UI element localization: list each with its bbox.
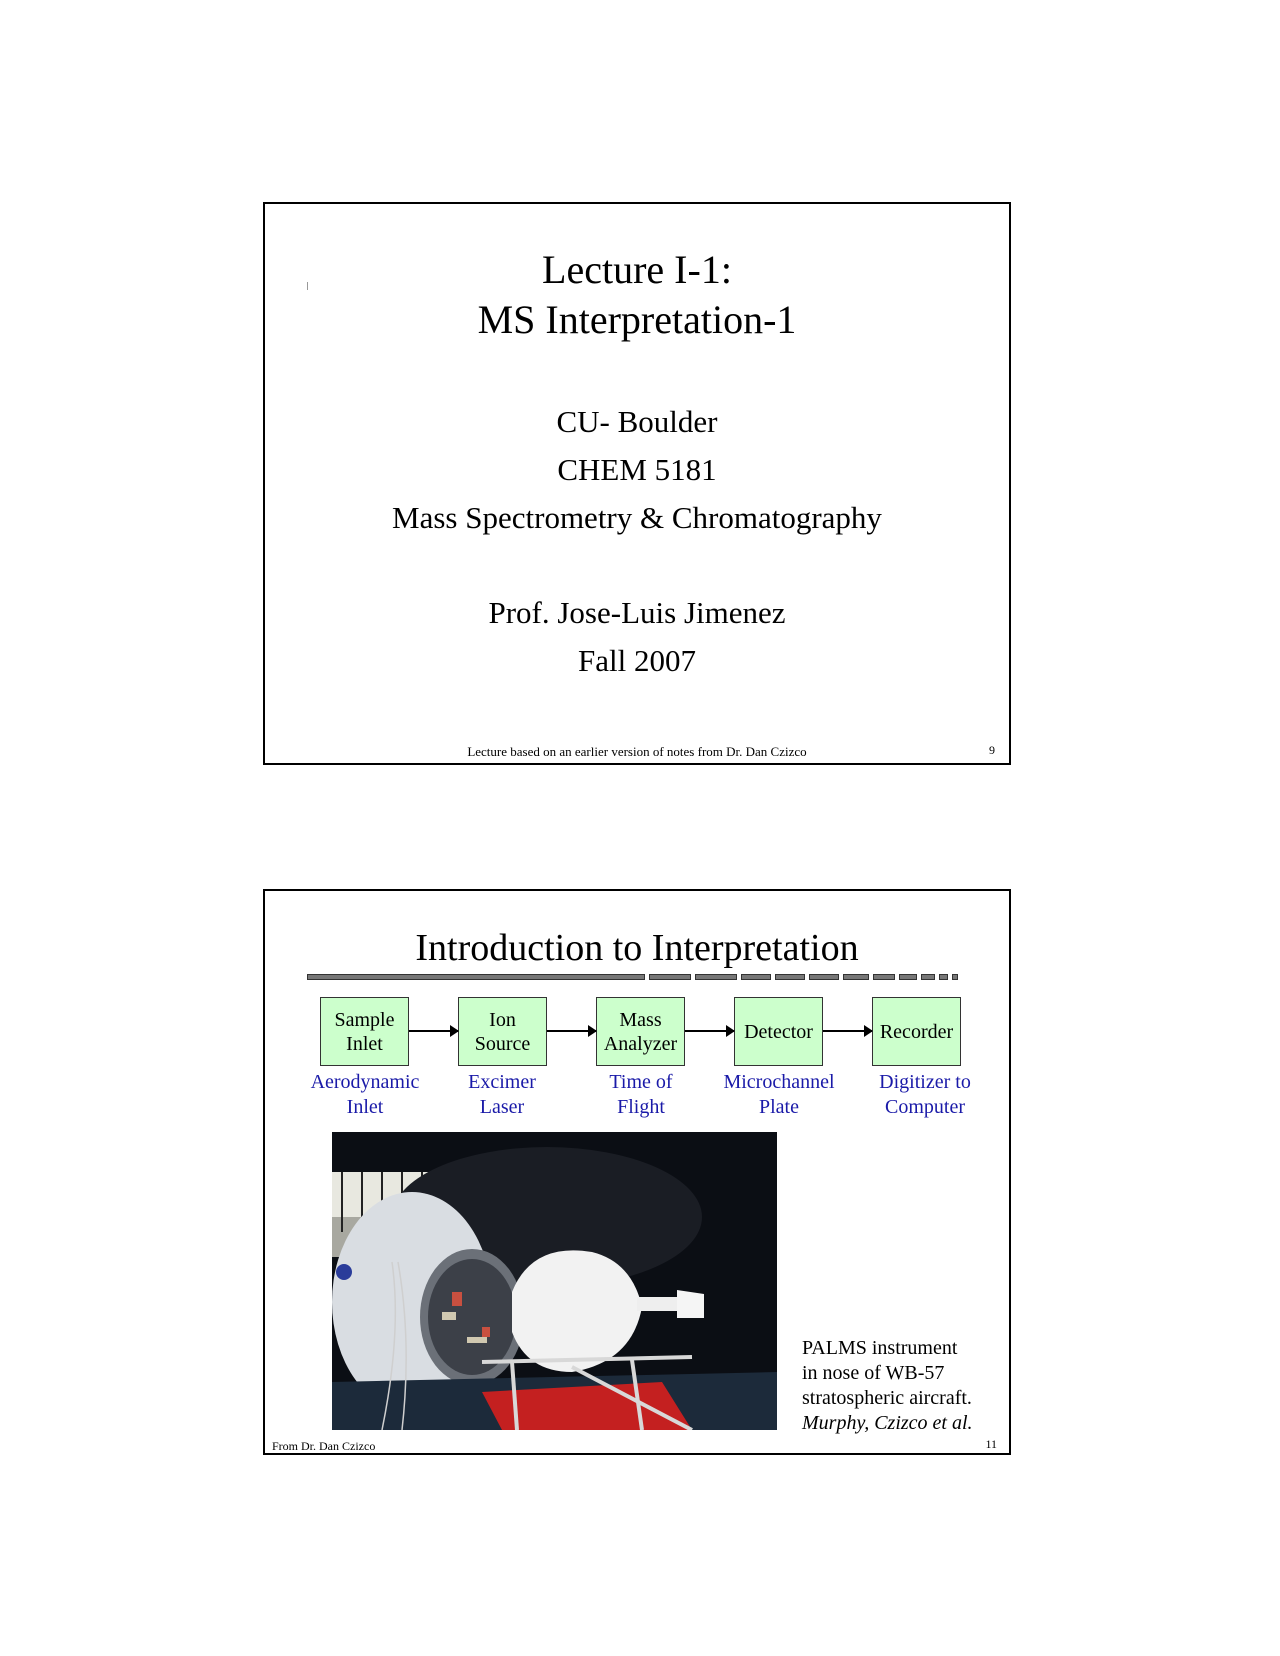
sublabel-line: Time of [609,1071,673,1093]
term: Fall 2007 [578,643,696,678]
sublabel-line: Flight [617,1096,665,1118]
sublabel-line: Laser [479,1096,525,1118]
caption-line: PALMS instrument [802,1337,958,1359]
sublabel-line: Digitizer to [879,1071,971,1093]
sublabel-line: Microchannel [723,1071,835,1093]
page-number: 9 [989,743,995,757]
slide-introduction [263,889,1011,1455]
block-label-line: Recorder [879,1020,954,1043]
sublabel-line: Excimer [468,1071,536,1093]
course-name: Mass Spectrometry & Chromatography [392,500,882,535]
lecture-title-line-1: Lecture I-1: [542,247,732,292]
block-label-line: Detector [744,1020,813,1043]
flow-arrow [823,1030,872,1032]
caption-citation: Murphy, Czizco et al. [802,1412,973,1434]
sublabel-line: Plate [759,1096,799,1118]
photo-illustration [332,1132,777,1430]
sublabel-aerodynamic-inlet [300,1070,430,1120]
block-mass-analyzer [596,997,685,1066]
block-recorder [872,997,961,1066]
institution: CU- Boulder [556,404,718,439]
flow-arrow [685,1030,734,1032]
sublabel-line: Inlet [346,1096,384,1118]
caption-line: in nose of WB-57 [802,1362,945,1384]
block-label-line: Ion [489,1008,516,1031]
flow-arrow [409,1030,458,1032]
professor-name: Prof. Jose-Luis Jimenez [488,595,786,630]
sublabel-line: Computer [885,1096,965,1118]
block-label-line: Source [474,1032,531,1055]
block-label-line: Inlet [346,1032,383,1055]
block-label-line: Mass [619,1008,662,1031]
block-detector [734,997,823,1066]
slide-lecture-title [263,202,1011,765]
block-ion-source [458,997,547,1066]
course-code: CHEM 5181 [557,452,717,487]
caption-line: stratospheric aircraft. [802,1387,972,1409]
sublabel-time-of-flight [576,1070,706,1120]
source-note: From Dr. Dan Czizco [272,1439,376,1453]
flow-arrow [547,1030,596,1032]
photo-caption [802,1336,973,1436]
sublabel-line: Aerodynamic [310,1071,420,1093]
footnote: Lecture based on an earlier version of notes from Dr. Dan Czizco [467,744,807,759]
sublabel-microchannel-plate [714,1070,844,1120]
slide-title: Introduction to Interpretation [415,927,859,969]
title-underline-rule [307,973,958,981]
block-label-line: Analyzer [603,1032,678,1055]
sublabel-digitizer-to-computer [860,1070,990,1120]
palms-instrument-photo [332,1132,777,1430]
block-sample-inlet [320,997,409,1066]
block-label-line: Sample [334,1008,395,1031]
lecture-title-line-2: MS Interpretation-1 [477,297,797,342]
sublabel-excimer-laser [437,1070,567,1120]
page-number: 11 [985,1437,997,1451]
